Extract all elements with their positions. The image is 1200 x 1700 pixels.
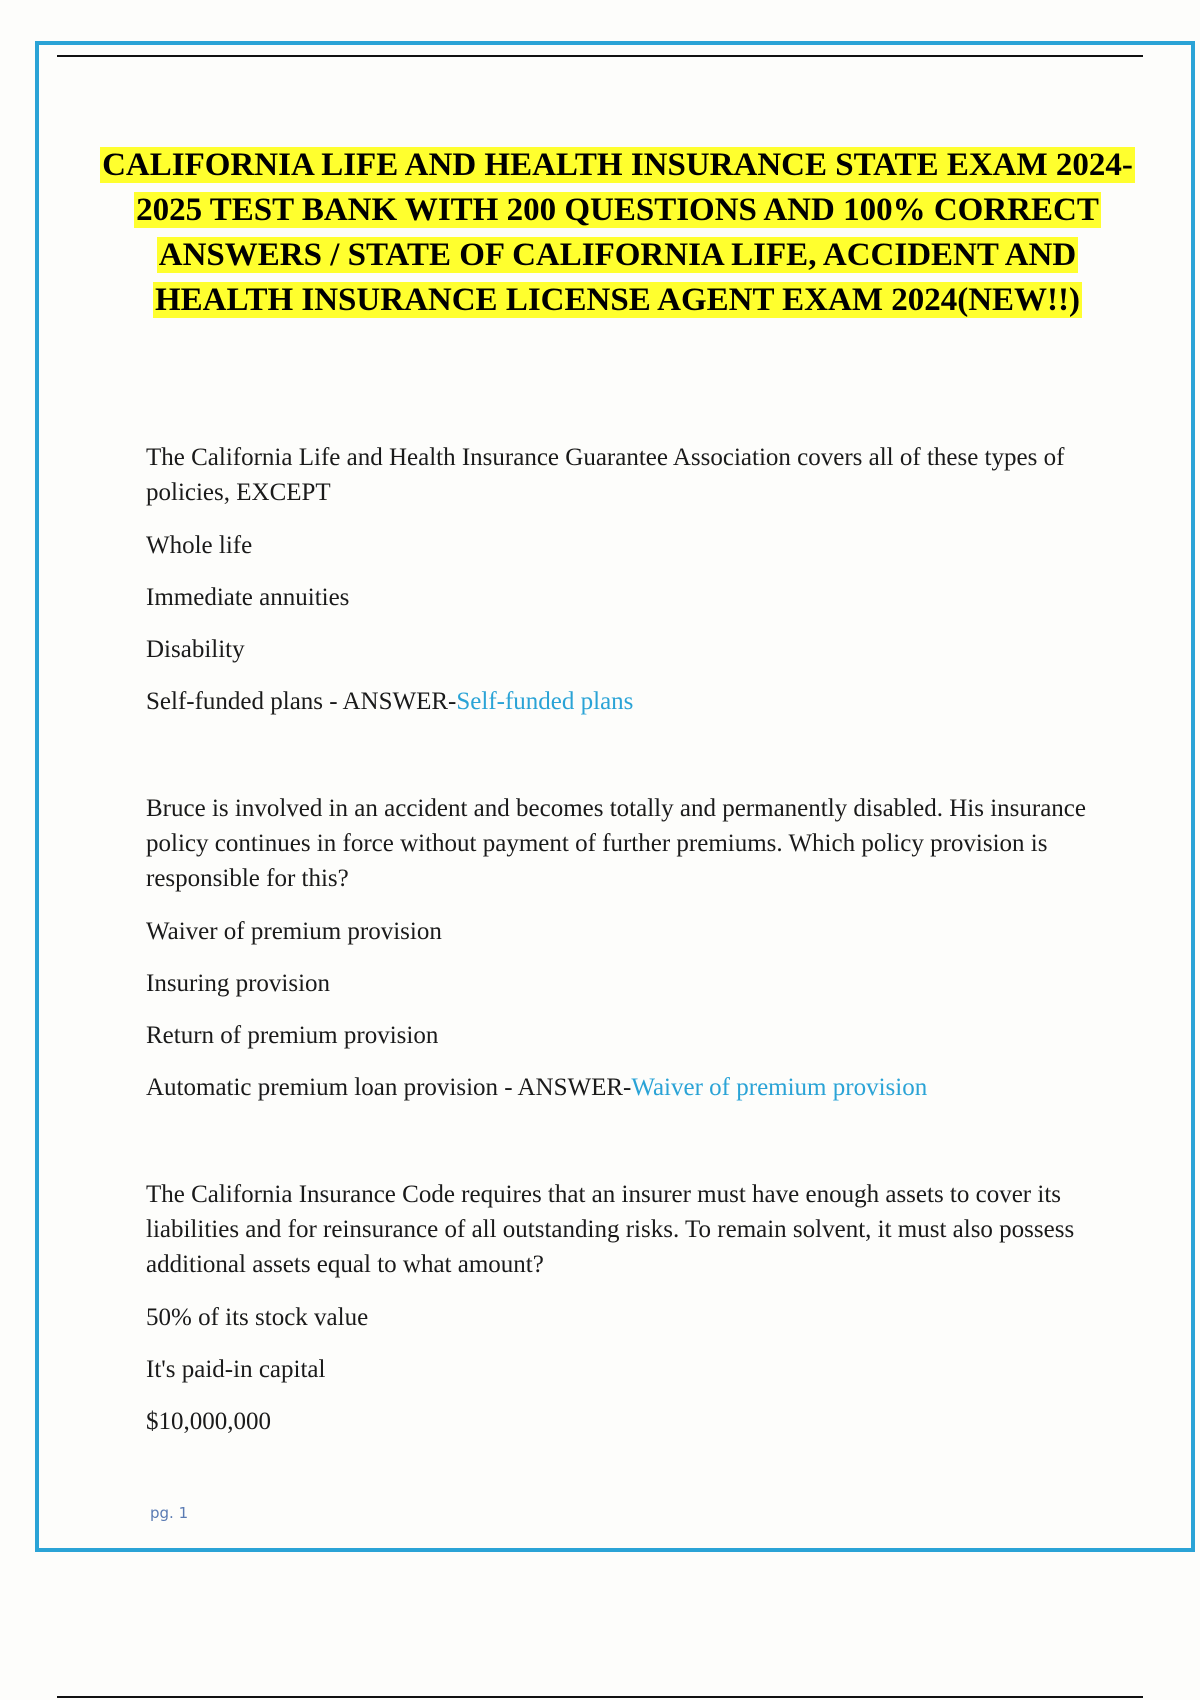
answer-separator: - ANSWER-: [323, 688, 457, 715]
option-item: It's paid-in capital: [146, 1356, 326, 1383]
option-item: Self-funded plans: [146, 688, 324, 715]
bottom-rule: [57, 1696, 1143, 1698]
answer-key: Self-funded plans: [456, 688, 634, 715]
option-item: Automatic premium loan provision: [146, 1074, 499, 1101]
title-highlight: CALIFORNIA LIFE AND HEALTH INSURANCE STATE EXAM 2024-2025 TEST BANK WITH 200 QUESTIONS AND 100% CORRECT ANSWERS / STATE OF CALIFORNIA LIFE, ACCIDENT AND HEALTH INSURANCE LICENSE AGENT EXAM 2024(NEW!!): [102, 147, 1133, 318]
option-item: Waiver of premium provision: [146, 918, 442, 945]
question-block-1: [146, 440, 1106, 728]
question-text: Bruce is involved in an accident and becomes totally and permanently disabled. His insurance policy continues in force without payment of further premiums. Which policy provision is responsible for this?: [146, 795, 1086, 892]
question-block-2: [146, 791, 1106, 1114]
option-item: Disability: [146, 636, 245, 663]
option-with-answer: [146, 676, 1106, 728]
option-item: Insuring provision: [146, 970, 331, 997]
document-title: [100, 143, 1135, 323]
option-item: Immediate annuities: [146, 584, 350, 611]
option-item: Whole life: [146, 532, 253, 559]
question-list: [146, 440, 1106, 1511]
answer-key: Waiver of premium provision: [631, 1074, 928, 1101]
answer-separator: - ANSWER-: [498, 1074, 632, 1101]
question-block-3: [146, 1177, 1106, 1448]
question-text: The California Insurance Code requires that an insurer must have enough assets to cover its liabilities and for reinsurance of all outstanding risks. To remain solvent, it must also possess additional assets equal to what amount?: [146, 1181, 1075, 1278]
question-text: The California Life and Health Insurance Guarantee Association covers all of these types of policies, EXCEPT: [146, 444, 1065, 506]
top-rule: [57, 55, 1143, 57]
option-with-answer: [146, 1062, 1106, 1114]
option-item: 50% of its stock value: [146, 1304, 369, 1331]
option-item: Return of premium provision: [146, 1022, 439, 1049]
option-item: $10,000,000: [146, 1408, 271, 1435]
page-number: pg. 1: [150, 1504, 189, 1522]
